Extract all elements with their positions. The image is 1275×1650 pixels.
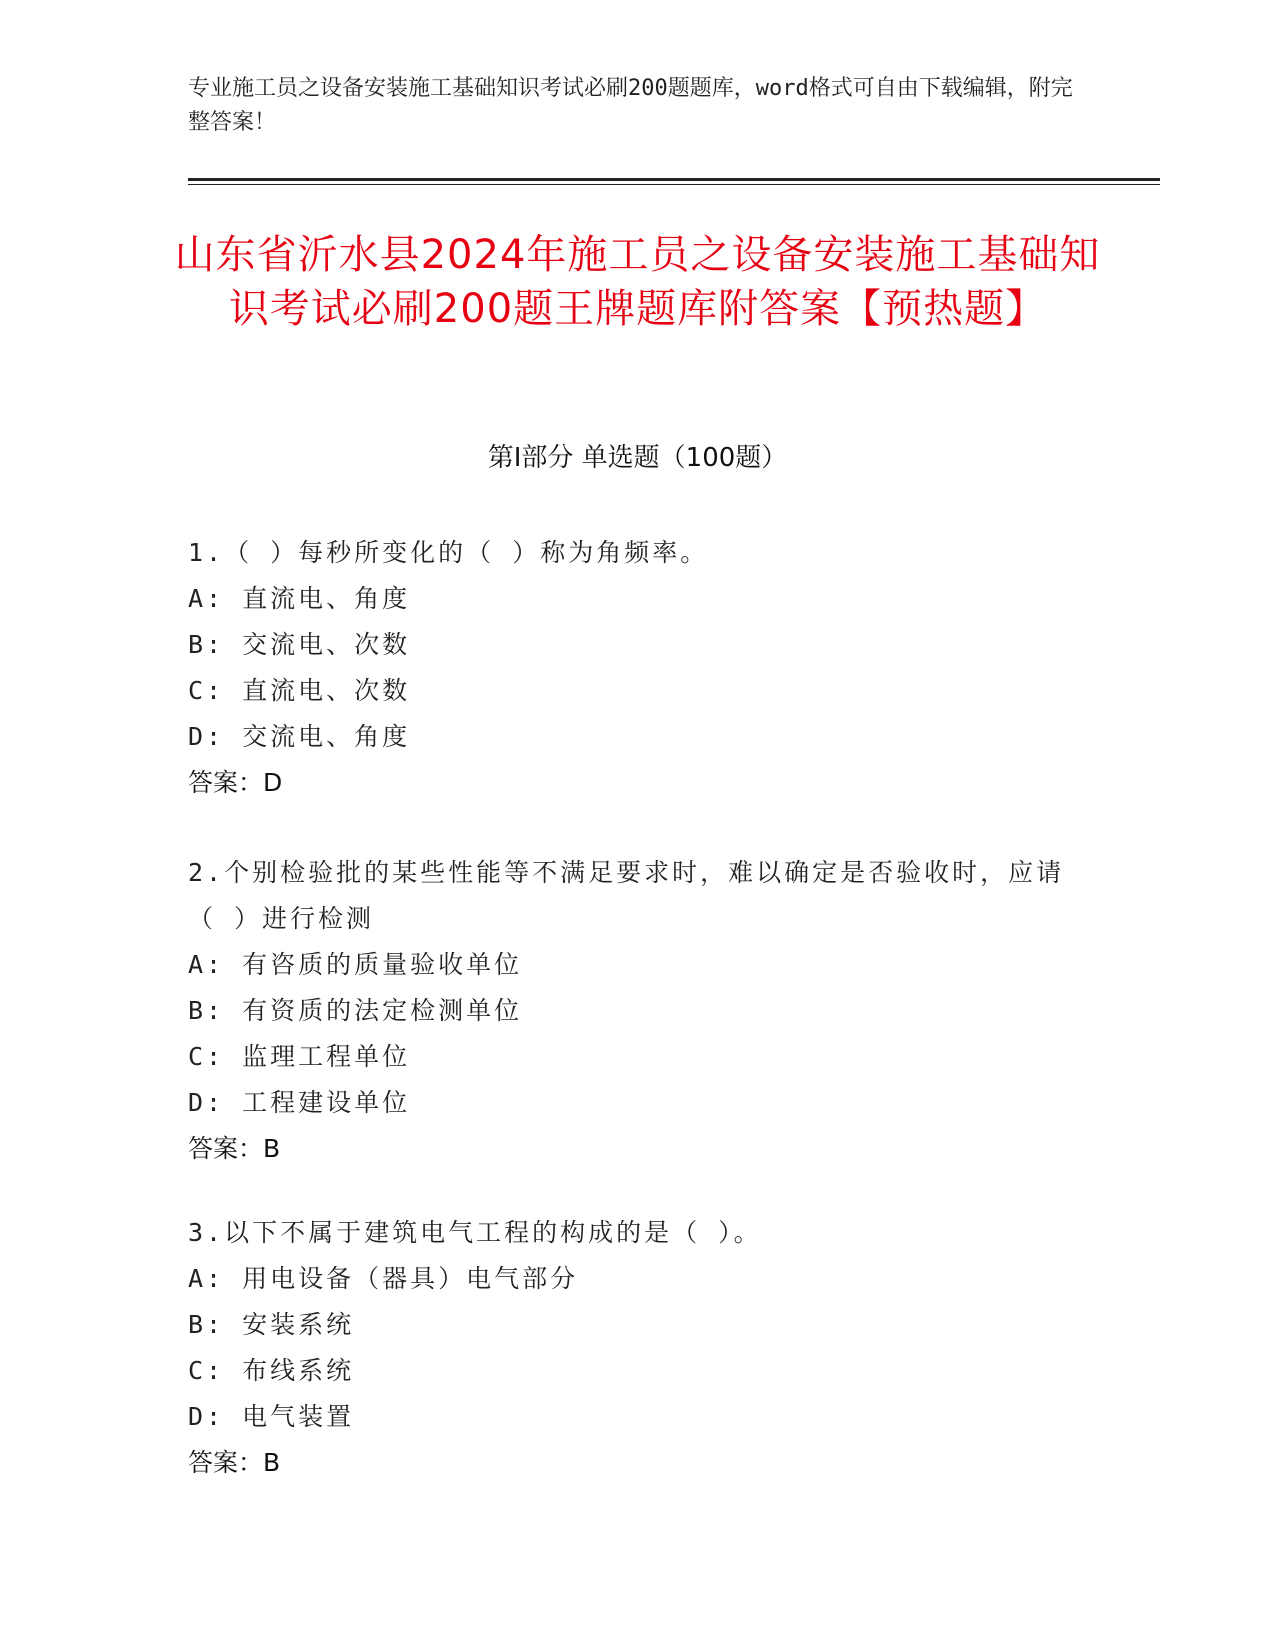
option-a: A: 直流电、角度 [188, 584, 411, 613]
option-c: C: 监理工程单位 [188, 1042, 411, 1071]
question-1 [188, 530, 1088, 806]
question-stem: 2.个别检验批的某些性能等不满足要求时，难以确定是否验收时，应请（ ）进行检测 [188, 858, 1065, 933]
option-b: B: 交流电、次数 [188, 630, 411, 659]
question-2 [188, 850, 1088, 1172]
option-d: D: 交流电、角度 [188, 722, 411, 751]
section-title: 第Ⅰ部分 单选题（100题） [487, 443, 788, 473]
option-c: C: 布线系统 [188, 1356, 355, 1385]
question-stem: 3.以下不属于建筑电气工程的构成的是（ ）。 [188, 1218, 762, 1247]
answer: 答案：B [188, 1448, 281, 1477]
question-3 [188, 1210, 1088, 1486]
question-stem: 1.（ ）每秒所变化的（ ）称为角频率。 [188, 538, 709, 567]
option-b: B: 有资质的法定检测单位 [188, 996, 523, 1025]
answer: 答案：D [188, 768, 283, 797]
option-b: B: 安装系统 [188, 1310, 355, 1339]
option-a: A: 用电设备（器具）电气部分 [188, 1264, 579, 1293]
answer: 答案：B [188, 1134, 281, 1163]
header-divider [188, 178, 1160, 181]
header-note: 专业施工员之设备安装施工基础知识考试必刷200题题库，word格式可自由下载编辑，附完整答案！ [188, 76, 1073, 135]
option-d: D: 工程建设单位 [188, 1088, 411, 1117]
option-a: A: 有咨质的质量验收单位 [188, 950, 523, 979]
header-divider-thin [188, 184, 1160, 185]
document-title: 山东省沂水县2024年施工员之设备安装施工基础知识考试必刷200题王牌题库附答案【预热题】 [174, 232, 1101, 332]
option-d: D: 电气装置 [188, 1402, 355, 1431]
option-c: C: 直流电、次数 [188, 676, 411, 705]
